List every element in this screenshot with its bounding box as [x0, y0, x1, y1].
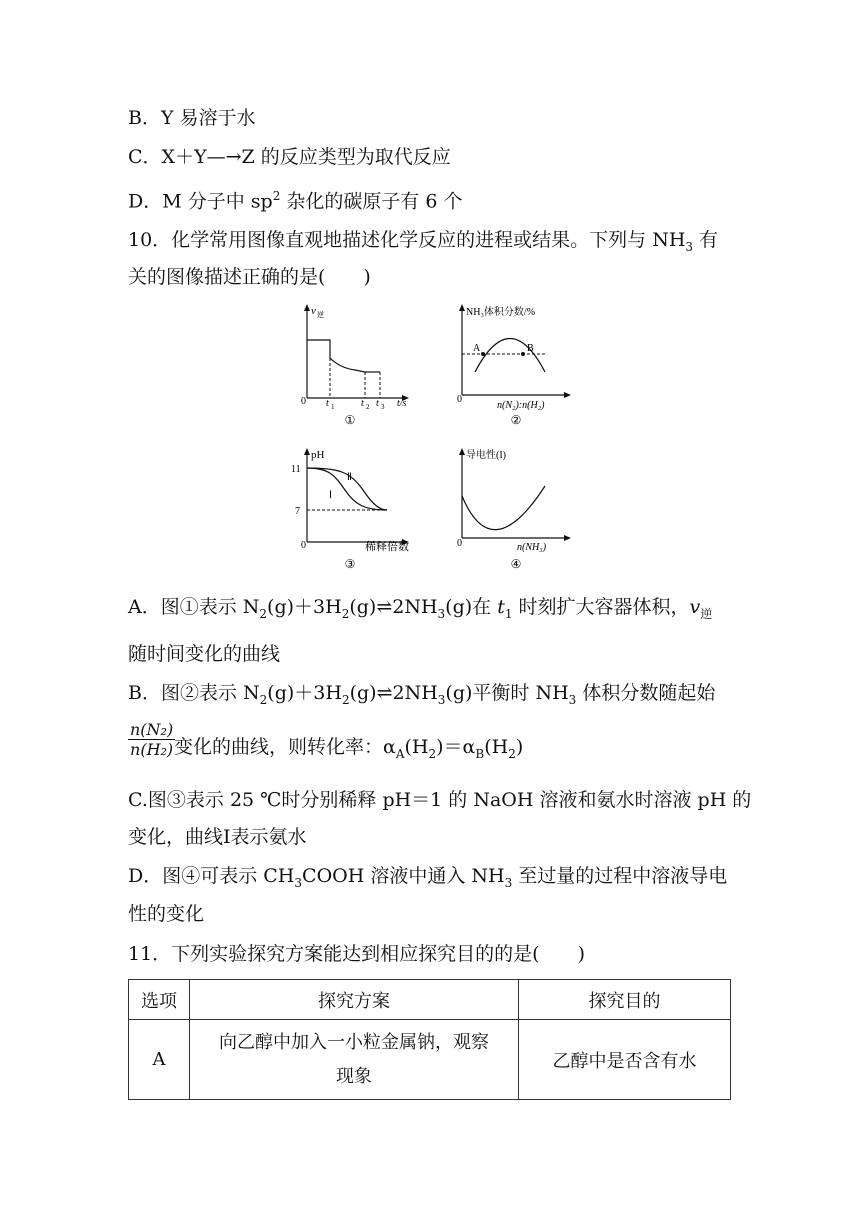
svg-text:稀释倍数: 稀释倍数 [365, 541, 409, 553]
q10-figures [285, 300, 585, 575]
q10-stem-line2: 关的图像描述正确的是( ) [128, 266, 371, 288]
q11-stem: 11．下列实验探究方案能达到相应探究目的的是( ) [128, 943, 586, 965]
svg-text:3: 3 [381, 403, 385, 411]
svg-text:B: B [527, 343, 534, 354]
svg-text:t/s: t/s [397, 398, 407, 409]
q10-stem-line1: 10．化学常用图像直观地描述化学反应的进程或结果。下列与 $NH_3$ 有 [128, 229, 719, 254]
fig1-origin: 0 [301, 396, 306, 407]
q10-option-b-line1: B．图②表示 $N_2(g)+3H_2(g)\rightleftharpoons 2NH_3(g)$平衡时 $NH_3$ 体积分数随起始 [128, 682, 716, 707]
q11-table [128, 979, 731, 1100]
svg-text:7: 7 [295, 506, 300, 517]
svg-text:n(NH₃): n(NH₃) [517, 542, 547, 553]
option-d-prev: D．M 分子中 $sp^2$ 杂化的碳原子有 6 个 [128, 189, 463, 213]
table-header-goal: 探究目的 [519, 980, 731, 1020]
figure-1 [301, 304, 409, 427]
svg-text:n(N₂):n(H₂): n(N₂):n(H₂) [497, 400, 545, 411]
option-c-prev: C．X＋Y—→Z 的反应类型为取代反应 [128, 146, 451, 168]
fig2-ylabel: NH₃体积分数/% [466, 307, 536, 318]
q10-option-b-fraction: $\frac{\text{n(N₂)}}{\text{n(H₂)}}$ [130, 720, 174, 759]
q10-option-b-line2: 变化的曲线，则转化率：$\alpha_A(H_2)=\alpha_B(H_2)$ [174, 736, 524, 761]
fig3-caption: ③ [344, 557, 356, 571]
fig4-caption: ④ [510, 557, 522, 571]
svg-text:A: A [473, 343, 481, 354]
svg-text:0: 0 [457, 394, 462, 405]
svg-text:0: 0 [457, 538, 462, 549]
row-a-plan: 向乙醇中加入一小粒金属钠，观察 现象 [190, 1020, 519, 1100]
svg-text:0: 0 [301, 540, 306, 551]
q10-option-a-line2: 随时间变化的曲线 [128, 643, 281, 665]
q10-option-c-line2: 变化，曲线Ⅰ表示氨水 [128, 826, 307, 848]
svg-text:pH: pH [311, 449, 325, 461]
table-header-plan: 探究方案 [190, 980, 519, 1020]
table-header-option: 选项 [129, 980, 190, 1020]
svg-text:1: 1 [331, 403, 335, 411]
svg-text:2: 2 [366, 403, 370, 411]
svg-text:t: t [326, 398, 329, 409]
svg-text:11: 11 [291, 464, 301, 475]
figure-3 [291, 448, 409, 571]
fig1-caption: ① [344, 413, 356, 427]
q10-option-d-line1: D．图④可表示 $CH_3COOH$ 溶液中通入 $NH_3$ 至过量的过程中溶液导电 [128, 865, 728, 890]
svg-text:t: t [376, 398, 379, 409]
q10-option-a-line1: A．图①表示 $N_2(g)+3H_2(g)\rightleftharpoons 2NH_3(g)$在 $t_1$ 时刻扩大容器体积，$v_逆$ [128, 596, 713, 621]
fig2-caption: ② [510, 413, 522, 427]
q10-option-d-line2: 性的变化 [128, 903, 205, 925]
svg-text:导电性(I): 导电性(I) [466, 450, 506, 461]
q10-option-c-line1: C.图③表示 25 ℃时分别稀释 pH＝1 的 NaOH 溶液和氨水时溶液 pH 的 [128, 789, 752, 811]
svg-text:Ⅰ: Ⅰ [329, 490, 332, 501]
row-a-goal: 乙醇中是否含有水 [519, 1020, 731, 1100]
fig1-ylabel: v [311, 305, 316, 317]
row-a-option: A [129, 1020, 190, 1100]
option-b-prev: B．Y 易溶于水 [128, 107, 256, 129]
svg-text:Ⅱ: Ⅱ [347, 472, 352, 483]
figure-4 [457, 448, 571, 571]
table-row [129, 1020, 731, 1100]
fig1-ysub: 逆 [317, 311, 324, 319]
figure-2 [457, 304, 571, 427]
table-header-row [129, 980, 731, 1020]
svg-text:t: t [361, 398, 364, 409]
